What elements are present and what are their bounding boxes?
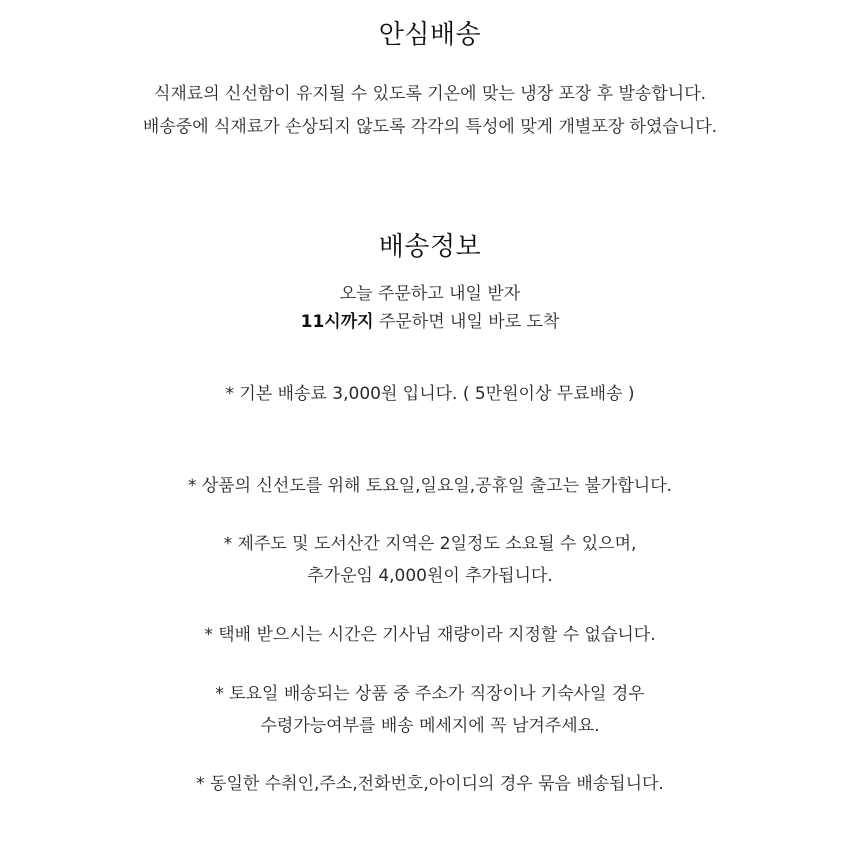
note-line: * 동일한 수취인,주소,전화번호,아이디의 경우 묶음 배송됩니다. xyxy=(196,774,664,794)
note-shipping-fee xyxy=(0,378,860,410)
note-line: * 상품의 신선도를 위해 토요일,일요일,공휴일 출고는 불가합니다. xyxy=(187,476,673,496)
note-line: * 택배 받으시는 시간은 기사님 재량이라 지정할 수 없습니다. xyxy=(204,625,656,645)
safe-delivery-line: 배송중에 식재료가 손상되지 않도록 각각의 특성에 맞게 개별포장 하였습니다. xyxy=(142,117,718,137)
note-line: * 토요일 배송되는 상품 중 주소가 직장이나 기숙사일 경우 xyxy=(215,684,645,704)
delivery-info-section xyxy=(0,230,860,336)
delivery-promo-line: 오늘 주문하고 내일 받자 xyxy=(339,284,521,304)
note-line: 추가운임 4,000원이 추가됩니다. xyxy=(307,566,553,586)
cutoff-time: 11시까지 xyxy=(300,312,374,332)
delivery-cutoff-line xyxy=(0,308,860,336)
note-bundled-shipping xyxy=(0,768,860,800)
note-line: * 제주도 및 도서산간 지역은 2일정도 소요될 수 있으며, xyxy=(223,534,637,554)
note-no-weekend-shipping xyxy=(0,470,860,502)
note-line: * 기본 배송료 3,000원 입니다. ( 5만원이상 무료배송 ) xyxy=(225,384,635,404)
note-line: 수령가능여부를 배송 메세지에 꼭 남겨주세요. xyxy=(260,716,600,736)
note-saturday-delivery xyxy=(0,678,860,742)
note-remote-area xyxy=(0,528,860,592)
delivery-info-title: 배송정보 xyxy=(378,232,482,262)
safe-delivery-section xyxy=(0,18,860,144)
cutoff-text: 주문하면 내일 바로 도착 xyxy=(373,312,560,332)
safe-delivery-description xyxy=(0,78,860,144)
safe-delivery-line: 식재료의 신선함이 유지될 수 있도록 기온에 맞는 냉장 포장 후 발송합니다. xyxy=(153,84,707,104)
safe-delivery-title: 안심배송 xyxy=(378,20,482,50)
delivery-info-subtitle xyxy=(0,280,860,336)
note-delivery-time xyxy=(0,619,860,651)
